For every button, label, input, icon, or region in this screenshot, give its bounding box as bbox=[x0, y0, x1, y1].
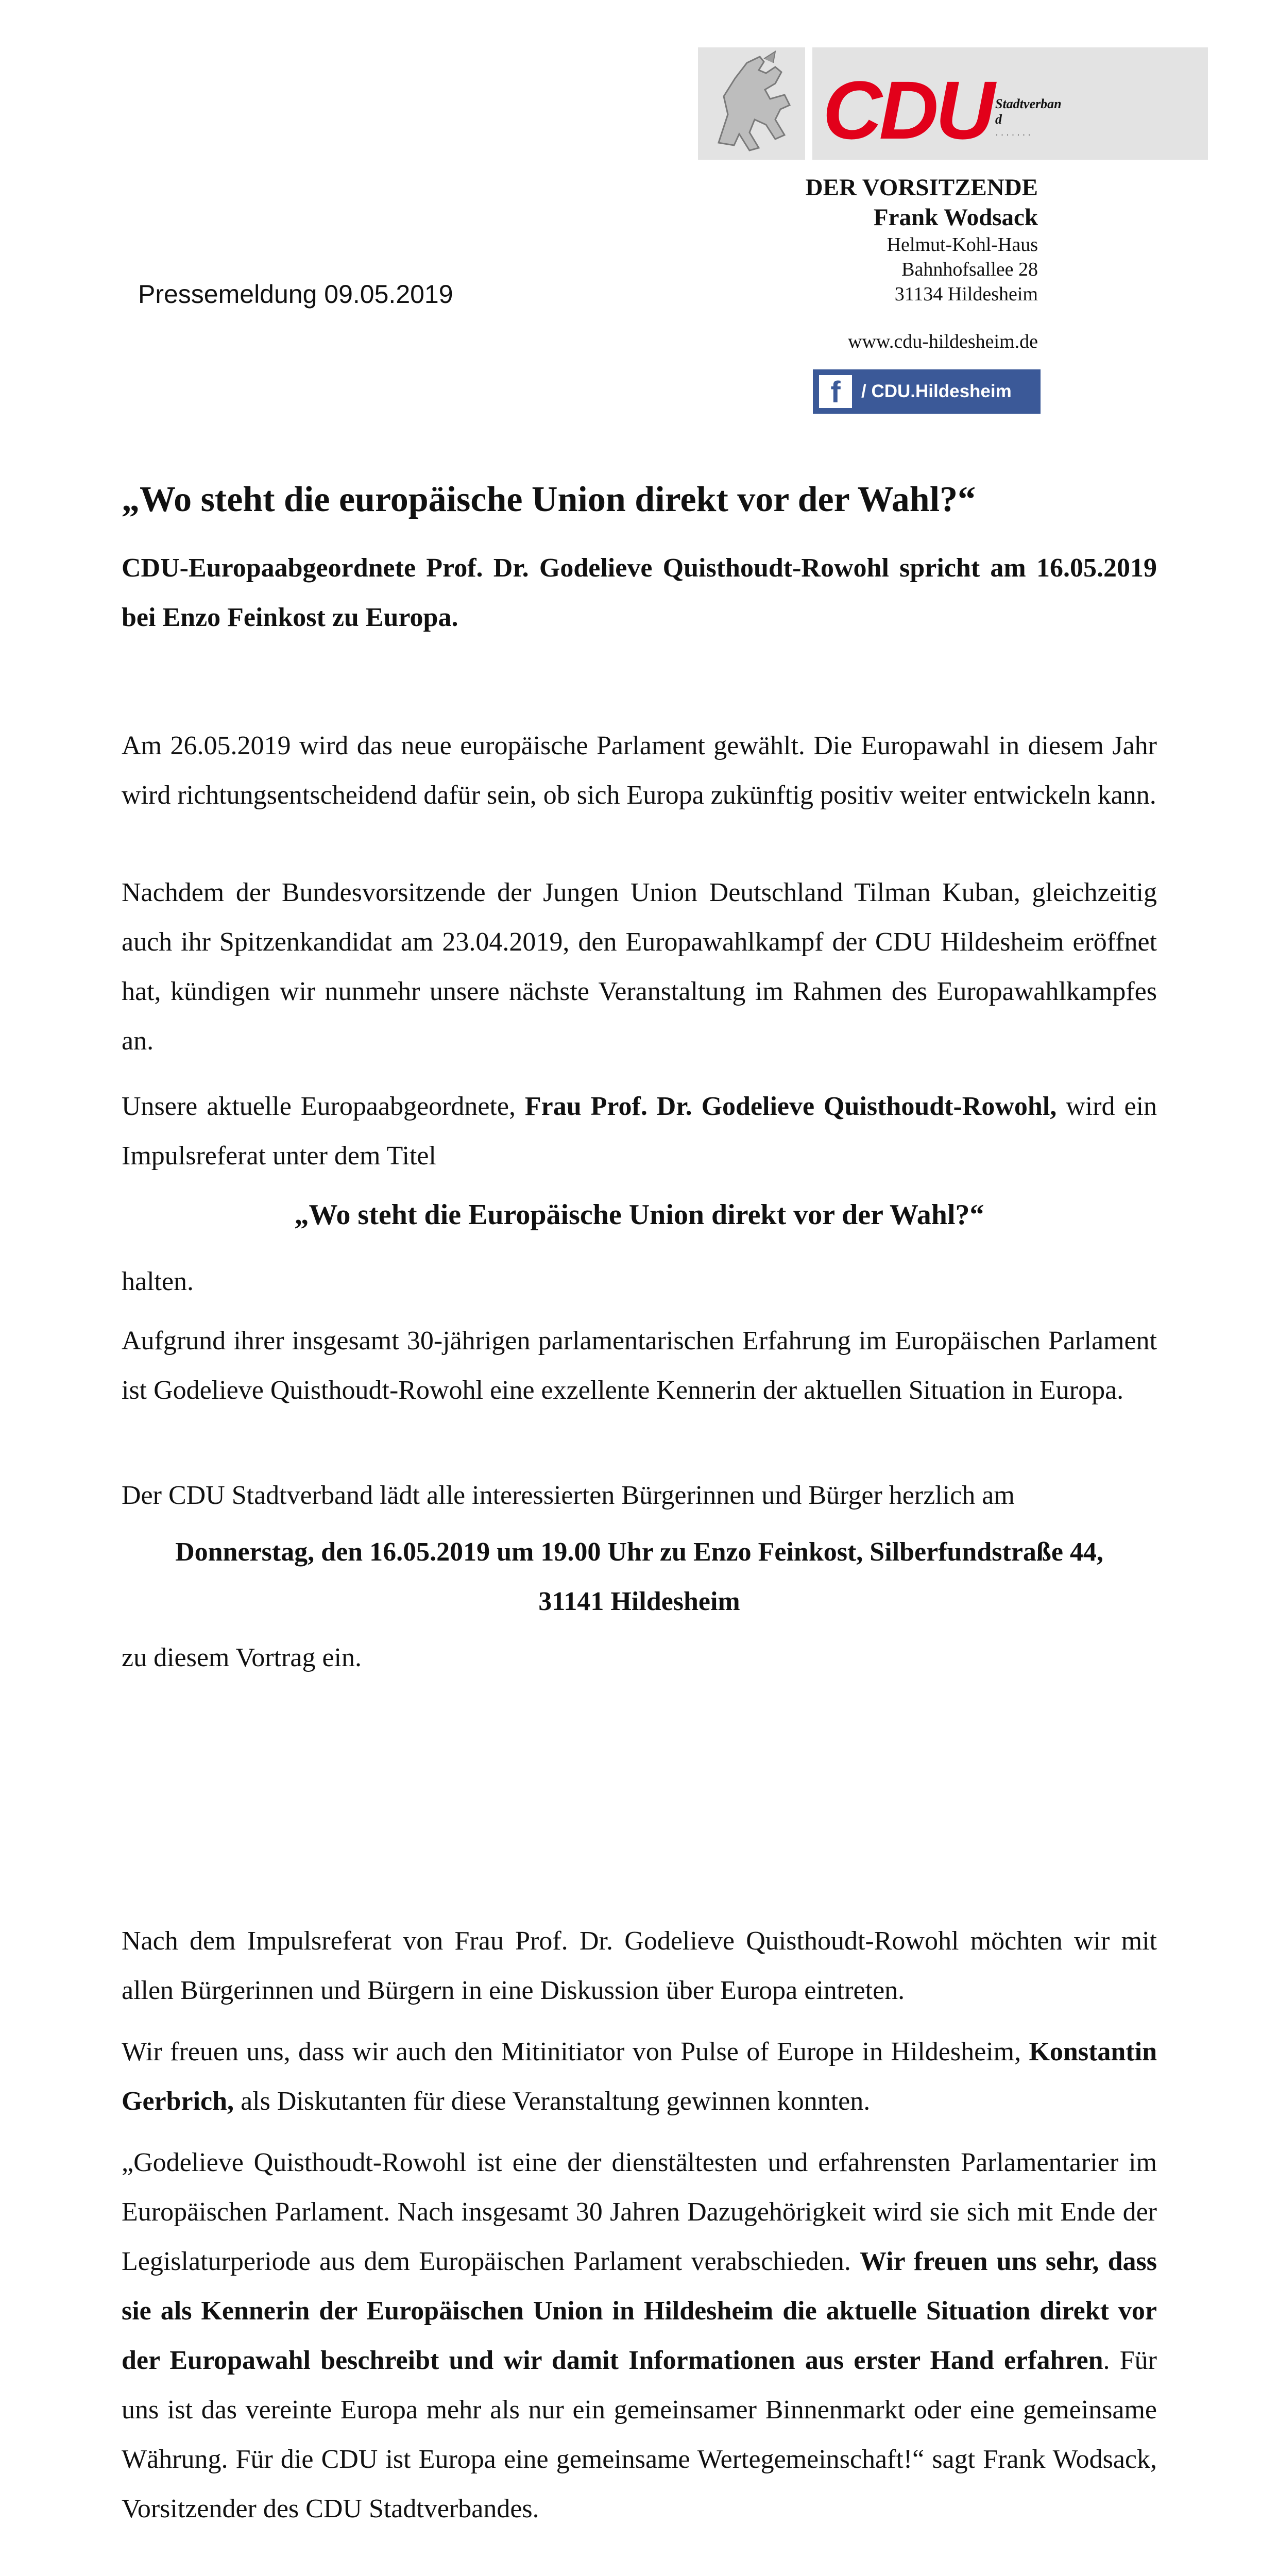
facebook-link[interactable] bbox=[813, 369, 1041, 414]
sender-block bbox=[806, 173, 1038, 354]
paragraph-text: „Godelieve Quisthoudt-Rowohl ist eine der dienstältesten und erfahrensten Parlamentarier im Europäischen Parlament. Nach insgesamt 30 Jahren Dazugehörigkeit wird sie sich mit Ende der Legislaturperiode aus dem Europäischen Parlament verabschieden. bbox=[122, 2148, 1157, 2276]
lecture-title: „Wo steht die Europäische Union direkt vor der Wahl?“ bbox=[294, 1199, 984, 1231]
press-release-date: Pressemeldung 09.05.2019 bbox=[138, 280, 453, 309]
paragraph-text: . Für uns ist das vereinte Europa mehr als nur ein gemeinsamer Binnenmarkt oder eine gemeinsame Währung. Für die CDU ist Europa eine gemeinsame Wertegemeinschaft!“ sagt Frank Wodsack, Vorsitzender des CDU Stadtverbandes. bbox=[122, 2346, 1157, 2523]
paragraph: Der CDU Stadtverband lädt alle interessierten Bürgerinnen und Bürger herzlich am bbox=[122, 1481, 1015, 1510]
discussant-name: Konstantin Gerbrich, bbox=[122, 2037, 1157, 2116]
paragraph bbox=[122, 1082, 1157, 1181]
quote-highlight: Wir freuen uns sehr, dass sie als Kennerin der Europäischen Union in Hildesheim die aktuelle Situation direkt vor der Europawahl beschreibt und wir damit Informationen aus erster Hand erfahren bbox=[122, 2247, 1157, 2375]
event-details: 31141 Hildesheim bbox=[538, 1587, 740, 1616]
website-link[interactable]: www.cdu-hildesheim.de bbox=[848, 331, 1038, 352]
paragraph: Am 26.05.2019 wird das neue europäische Parlament gewählt. Die Europawahl in diesem Jahr wird richtungsentscheidend dafür sein, ob sich Europa zukünftig positiv weiter entwickeln kann. bbox=[122, 731, 1157, 810]
cdu-logo-subtext: Stadtverband bbox=[995, 96, 1062, 127]
sender-name: Frank Wodsack bbox=[873, 204, 1038, 231]
paragraph: zu diesem Vortrag ein. bbox=[122, 1643, 362, 1672]
sender-role: DER VORSITZENDE bbox=[805, 174, 1038, 201]
letterhead-logo bbox=[698, 47, 1208, 160]
paragraph: Nachdem der Bundesvorsitzende der Jungen Union Deutschland Tilman Kuban, gleichzeitig auch ihr Spitzenkandidat am 23.04.2019, den Europawahlkampf der CDU Hildesheim eröffnet hat, kündigen wir nunmehr unsere nächste Veranstaltung im Rahmen des Europawahlkampfes an. bbox=[122, 878, 1157, 1056]
sender-address-line: Bahnhofsallee 28 bbox=[901, 259, 1038, 280]
cdu-logo bbox=[812, 47, 1208, 160]
event-details: Donnerstag, den 16.05.2019 um 19.00 Uhr zu Enzo Feinkost, Silberfundstraße 44, bbox=[175, 1537, 1103, 1567]
headline: „Wo steht die europäische Union direkt vor der Wahl?“ bbox=[122, 480, 976, 519]
paragraph-text: als Diskutanten für diese Veranstaltung gewinnen konnten. bbox=[234, 2087, 871, 2116]
subheadline: CDU-Europaabgeordnete Prof. Dr. Godelieve Quisthoudt-Rowohl spricht am 16.05.2019 bei Enzo Feinkost zu Europa. bbox=[122, 553, 1157, 632]
paragraph-text: wird ein Impulsreferat unter dem Titel bbox=[122, 1092, 1157, 1171]
paragraph: Nach dem Impulsreferat von Frau Prof. Dr. Godelieve Quisthoudt-Rowohl möchten wir mit allen Bürgerinnen und Bürgern in eine Diskussion über Europa eintreten. bbox=[122, 1926, 1157, 2005]
speaker-name: Frau Prof. Dr. Godelieve Quisthoudt-Rowohl, bbox=[524, 1092, 1057, 1121]
paragraph: Aufgrund ihrer insgesamt 30-jährigen parlamentarischen Erfahrung im Europäischen Parlament ist Godelieve Quisthoudt-Rowohl eine exzellente Kennerin der aktuellen Situation in Europa. bbox=[122, 1326, 1157, 1405]
sender-address-line: Helmut-Kohl-Haus bbox=[887, 234, 1038, 256]
paragraph bbox=[122, 2027, 1157, 2126]
cdu-logo-dots: · · · · · · · bbox=[995, 130, 1031, 140]
facebook-icon: f bbox=[819, 375, 852, 408]
cdu-logo-text: CDU bbox=[823, 64, 992, 156]
facebook-label: / CDU.Hildesheim bbox=[861, 381, 1012, 401]
paragraph-text: Wir freuen uns, dass wir auch den Mitinitiator von Pulse of Europe in Hildesheim, bbox=[122, 2037, 1029, 2066]
sender-address-line: 31134 Hildesheim bbox=[894, 283, 1038, 305]
paragraph-text: Unsere aktuelle Europaabgeordnete, bbox=[122, 1092, 525, 1121]
lower-saxony-horse-icon bbox=[698, 47, 805, 160]
paragraph: halten. bbox=[122, 1267, 194, 1296]
quote-paragraph bbox=[122, 2138, 1157, 2534]
